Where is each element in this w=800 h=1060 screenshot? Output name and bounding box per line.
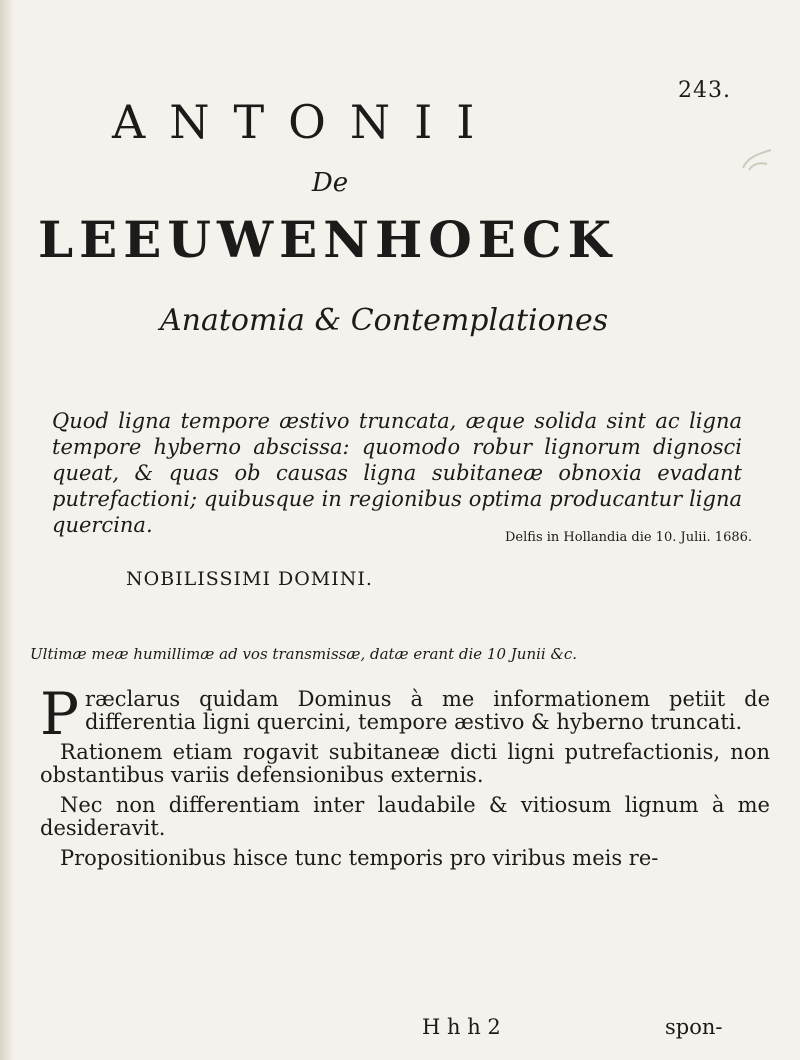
paragraph-4: Propositionibus hisce tunc temporis pro viribus meis re- (60, 846, 659, 870)
page-edge-shadow (0, 0, 14, 1060)
signature-mark: H h h 2 (422, 1015, 501, 1039)
drop-cap: P (40, 680, 80, 748)
paragraph-2: Rationem etiam rogavit subitaneæ dicti ligni putrefactionis, non obstantibus variis defensionibus externis. (40, 740, 770, 787)
paragraph-1-text: ræclarus quidam Dominus à me informationem petiit de differentia ligni quercini, tempore æstivo & hyberno truncati. (85, 687, 770, 734)
page-number: 243. (678, 78, 731, 103)
title-de: De (311, 168, 349, 198)
letter-body (40, 680, 770, 877)
author-surname: LEEUWENHOECK (38, 210, 618, 269)
ink-mark-icon (737, 140, 777, 180)
previous-letter-note: Ultimæ meæ humillimæ ad vos transmissæ, datæ erant die 10 Junii &c. (30, 645, 577, 663)
work-subtitle: Anatomia & Contemplationes (160, 303, 609, 338)
author-first-name: ANTONII (112, 95, 499, 149)
page-footer (0, 1015, 800, 1043)
salutation: NOBILISSIMI DOMINI. (126, 568, 373, 590)
dateline: Delfis in Hollandia die 10. Julii. 1686. (505, 530, 753, 545)
paragraph-1 (40, 680, 770, 748)
catchword: spon- (665, 1015, 723, 1039)
letter-summary: Quod ligna tempore æstivo truncata, æque solida sint ac ligna tempore hyberno abscissa: quomodo robur lignorum dignosci queat, & quas ob causas ligna subitaneæ obnoxia evadant putrefactioni; quibusque in regionibus optima producantur ligna quercina. (52, 409, 742, 537)
paragraph-3: Nec non differentiam inter laudabile & vitiosum lignum à me desideravit. (40, 793, 770, 840)
